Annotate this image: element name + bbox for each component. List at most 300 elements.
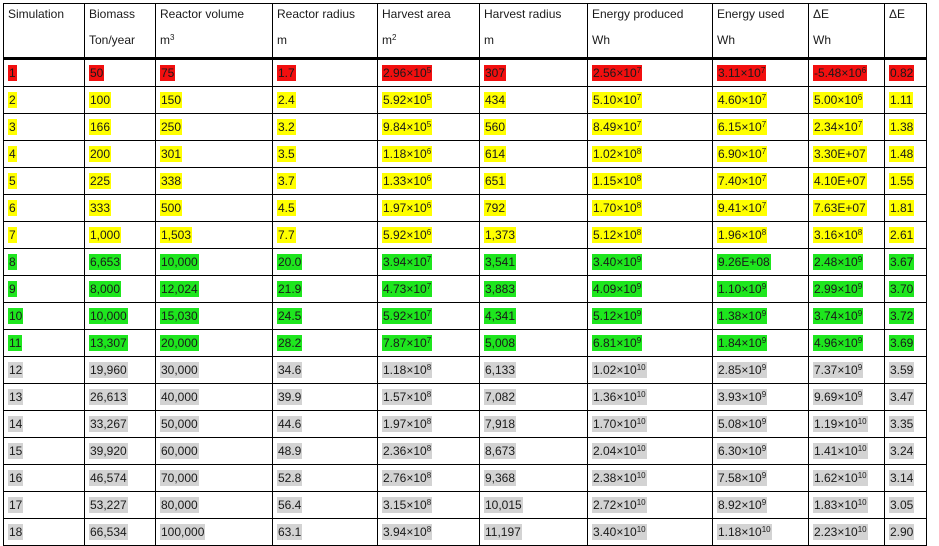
cell-harvest-area [378,411,480,438]
cell-biomass [85,141,156,168]
cell-value [160,119,182,135]
cell-reactor-radius [273,384,378,411]
cell-energy-used [713,438,809,465]
cell-value [592,335,642,351]
cell-mantissa: 40,000 [161,390,198,404]
cell-exponent: 8 [426,417,432,426]
cell-value [717,92,767,108]
unit-simulation [4,30,85,59]
cell-exponent: 8 [857,228,863,237]
cell-mantissa: 1.11 [890,93,913,107]
cell-exponent: 9 [761,282,767,291]
cell-mantissa: 4.96×10 [814,336,858,350]
table-row [4,195,927,222]
cell-reactor-radius [273,465,378,492]
cell-mantissa: 4.5 [278,201,295,215]
cell-delta-e-wh [809,330,885,357]
cell-reactor-volume [156,330,273,357]
cell-value [889,281,914,297]
cell-mantissa: 6,133 [485,363,516,377]
cell-value [592,254,642,270]
cell-value [277,146,296,162]
cell-exponent: 9 [636,336,642,345]
cell-mantissa: 1.10×10 [718,282,762,296]
cell-value [160,65,175,81]
cell-value [8,254,17,270]
cell-value [277,362,302,378]
cell-value [89,416,128,432]
cell-mantissa: 5,008 [485,336,516,350]
cell-value [484,281,516,297]
cell-value [89,308,128,324]
cell-energy-produced [588,87,713,114]
cell-mantissa: 1.55 [890,174,914,188]
cell-mantissa: 6.15×10 [718,120,762,134]
cell-value [592,146,642,162]
cell-mantissa: 0.82 [890,66,914,80]
cell-biomass [85,357,156,384]
cell-energy-used [713,411,809,438]
cell-mantissa: 9 [9,282,16,296]
cell-reactor-radius [273,411,378,438]
unit-delta-e-wh [809,30,885,59]
cell-mantissa: 1.18×10 [383,363,427,377]
cell-delta-e-wh [809,357,885,384]
cell-energy-produced [588,519,713,546]
cell-harvest-area [378,276,480,303]
cell-biomass [85,114,156,141]
cell-value [717,443,767,459]
cell-mantissa: 2.36×10 [383,444,427,458]
cell-harvest-area [378,384,480,411]
cell-value [8,443,23,459]
table-row [4,384,927,411]
cell-mantissa: 614 [485,147,506,161]
cell-biomass [85,87,156,114]
cell-value [89,470,128,486]
cell-harvest-radius [480,357,588,384]
cell-mantissa: -5.48×10 [814,66,862,80]
cell-simulation [4,195,85,222]
cell-delta-e-ratio [885,384,927,411]
cell-mantissa: 3,883 [485,282,516,296]
cell-value [382,308,432,324]
cell-simulation [4,438,85,465]
cell-value [889,470,914,486]
cell-value [89,389,128,405]
cell-exponent: 7 [761,93,767,102]
cell-exponent: 7 [761,147,767,156]
cell-reactor-radius [273,114,378,141]
cell-value [717,281,767,297]
cell-delta-e-ratio [885,465,927,492]
table-row [4,59,927,87]
cell-mantissa: 2.56×10 [593,66,637,80]
cell-mantissa: 1.70×10 [593,201,637,215]
cell-delta-e-ratio [885,222,927,249]
cell-mantissa: 8,673 [485,444,516,458]
cell-exponent: 10 [636,525,646,534]
cell-exponent: 9 [857,255,863,264]
cell-mantissa: 1 [9,66,16,80]
cell-harvest-radius [480,411,588,438]
cell-value [89,227,121,243]
cell-value [277,119,296,135]
cell-exponent: 9 [857,309,863,318]
cell-value [160,173,182,189]
cell-harvest-radius [480,195,588,222]
cell-mantissa: 1,503 [161,228,192,242]
cell-value [592,119,642,135]
cell-harvest-area [378,195,480,222]
cell-mantissa: 56.4 [278,498,302,512]
cell-mantissa: 2.23×10 [814,525,858,539]
cell-mantissa: 7.37×10 [814,363,858,377]
cell-energy-used [713,384,809,411]
cell-reactor-volume [156,519,273,546]
cell-mantissa: 8 [9,255,16,269]
cell-mantissa: 11,197 [485,525,521,539]
cell-exponent: 7 [857,120,863,129]
cell-mantissa: 307 [485,66,506,80]
cell-simulation [4,330,85,357]
cell-exponent: 9 [636,255,642,264]
cell-value [8,308,23,324]
cell-delta-e-ratio [885,330,927,357]
cell-mantissa: 28.2 [278,336,302,350]
cell-exponent: 10 [636,390,646,399]
unit-text: Wh [592,33,610,47]
cell-mantissa: 3.11×10 [718,66,761,80]
cell-exponent: 7 [426,282,432,291]
table-row [4,141,927,168]
cell-value [813,227,863,243]
cell-value [382,173,432,189]
cell-reactor-volume [156,222,273,249]
cell-biomass [85,411,156,438]
cell-mantissa: 20.0 [278,255,302,269]
cell-value [160,470,199,486]
cell-value [8,200,17,216]
unit-reactor-radius [273,30,378,59]
cell-value [8,524,23,540]
cell-exponent: 6 [426,147,432,156]
cell-mantissa: 1.97×10 [383,201,427,215]
cell-value [277,443,302,459]
cell-value [89,254,121,270]
cell-mantissa: 5.12×10 [593,309,637,323]
cell-value [277,416,302,432]
cell-mantissa: 12 [9,363,23,377]
cell-reactor-radius [273,168,378,195]
cell-value [89,281,121,297]
header-energy-produced: Energy produced [588,4,713,31]
cell-mantissa: 8,000 [90,282,121,296]
cell-exponent: 8 [636,228,642,237]
cell-mantissa: 4 [9,147,16,161]
header-delta-e-ratio: ΔE [885,4,927,31]
cell-mantissa: 5.92×10 [383,309,427,323]
cell-mantissa: 3 [9,120,16,134]
cell-energy-produced [588,141,713,168]
cell-delta-e-wh [809,195,885,222]
header-row-labels [4,4,927,31]
cell-mantissa: 1.33×10 [383,174,427,188]
cell-value [382,470,432,486]
cell-mantissa: 3.35 [890,417,914,431]
cell-reactor-volume [156,87,273,114]
unit-exponent: 2 [392,33,397,42]
header-biomass: Biomass [85,4,156,31]
cell-delta-e-ratio [885,411,927,438]
cell-value [277,254,302,270]
cell-energy-produced [588,411,713,438]
cell-mantissa: 16 [9,471,23,485]
cell-delta-e-ratio [885,357,927,384]
cell-biomass [85,195,156,222]
cell-energy-used [713,357,809,384]
cell-delta-e-wh [809,276,885,303]
cell-value [813,443,868,459]
cell-mantissa: 560 [485,120,506,134]
cell-value [813,524,868,540]
cell-mantissa: 6.30×10 [718,444,762,458]
cell-value [8,146,17,162]
cell-delta-e-ratio [885,168,927,195]
cell-value [592,443,647,459]
cell-value [277,389,302,405]
cell-value [382,443,432,459]
cell-delta-e-wh [809,384,885,411]
table-row [4,330,927,357]
cell-mantissa: 30,000 [161,363,198,377]
cell-value [889,200,914,216]
cell-harvest-radius [480,87,588,114]
cell-value [382,389,432,405]
cell-harvest-radius [480,330,588,357]
cell-value [277,308,302,324]
cell-reactor-volume [156,465,273,492]
cell-reactor-radius [273,357,378,384]
cell-value [277,524,302,540]
cell-mantissa: 21.9 [278,282,302,296]
cell-mantissa: 24.5 [278,309,302,323]
cell-mantissa: 12,024 [161,282,198,296]
cell-value [592,497,647,513]
cell-mantissa: 4.73×10 [383,282,427,296]
cell-value [160,92,182,108]
cell-mantissa: 1.96×10 [718,228,762,242]
cell-reactor-volume [156,438,273,465]
cell-delta-e-wh [809,411,885,438]
cell-mantissa: 9.84×10 [383,120,427,134]
cell-value [89,119,111,135]
cell-reactor-radius [273,222,378,249]
cell-value [813,119,863,135]
cell-mantissa: 15,030 [161,309,198,323]
cell-exponent: 7 [636,93,642,102]
cell-energy-used [713,141,809,168]
cell-mantissa: 3.47 [890,390,914,404]
cell-mantissa: 1.18×10 [383,147,427,161]
cell-harvest-radius [480,465,588,492]
table-row [4,222,927,249]
cell-value [8,92,17,108]
cell-reactor-volume [156,141,273,168]
cell-mantissa: 250 [161,120,182,134]
cell-mantissa: 34.6 [278,363,302,377]
cell-mantissa: 434 [485,93,506,107]
cell-delta-e-wh [809,303,885,330]
cell-simulation [4,276,85,303]
cell-mantissa: 1.02×10 [593,363,637,377]
cell-value [592,65,642,81]
cell-energy-produced [588,384,713,411]
cell-mantissa: 2.61 [890,228,914,242]
cell-delta-e-wh [809,222,885,249]
cell-delta-e-ratio [885,276,927,303]
cell-exponent: 6 [426,228,432,237]
cell-mantissa: 2 [9,93,16,107]
cell-mantissa: 17 [9,498,23,512]
cell-value [8,173,17,189]
cell-mantissa: 18 [9,525,23,539]
cell-energy-used [713,168,809,195]
cell-simulation [4,492,85,519]
cell-exponent: 7 [636,66,642,75]
cell-value [813,146,867,162]
cell-value [813,308,863,324]
cell-value [813,254,863,270]
cell-biomass [85,59,156,87]
cell-mantissa: 5.92×10 [383,93,427,107]
cell-exponent: 8 [426,525,432,534]
cell-mantissa: 651 [485,174,506,188]
unit-reactor-volume [156,30,273,59]
cell-value [277,173,296,189]
cell-value [8,470,23,486]
cell-simulation [4,114,85,141]
cell-value [484,362,516,378]
cell-value [889,92,913,108]
table-row [4,303,927,330]
cell-exponent: 9 [761,336,767,345]
cell-harvest-radius [480,384,588,411]
cell-mantissa: 2.34×10 [814,120,858,134]
cell-delta-e-wh [809,519,885,546]
cell-mantissa: 1.41×10 [814,444,858,458]
unit-biomass [85,30,156,59]
cell-value [160,389,199,405]
cell-value [484,254,516,270]
cell-mantissa: 3.74×10 [814,309,858,323]
cell-harvest-area [378,492,480,519]
cell-mantissa: 1.38×10 [718,309,762,323]
cell-mantissa: 2.48×10 [814,255,858,269]
cell-value [484,65,506,81]
unit-text: Wh [717,33,735,47]
cell-mantissa: 5 [9,174,16,188]
cell-harvest-radius [480,141,588,168]
cell-exponent: 7 [761,174,767,183]
cell-exponent: 8 [426,390,432,399]
cell-energy-produced [588,195,713,222]
cell-mantissa: 150 [161,93,182,107]
unit-energy-used [713,30,809,59]
cell-value [889,254,914,270]
cell-exponent: 9 [857,336,863,345]
cell-mantissa: 7 [9,228,16,242]
cell-simulation [4,357,85,384]
cell-mantissa: 6 [9,201,16,215]
cell-mantissa: 1.18×10 [718,525,762,539]
cell-harvest-area [378,87,480,114]
cell-value [8,65,17,81]
cell-value [382,497,432,513]
cell-exponent: 8 [636,147,642,156]
cell-value [592,92,642,108]
cell-exponent: 10 [857,417,867,426]
cell-value [592,308,642,324]
cell-delta-e-ratio [885,141,927,168]
cell-mantissa: 2.72×10 [593,498,637,512]
cell-simulation [4,141,85,168]
cell-exponent: 5 [426,120,432,129]
cell-mantissa: 7.87×10 [383,336,427,350]
cell-exponent: 6 [426,174,432,183]
cell-value [89,362,128,378]
header-reactor-volume: Reactor volume [156,4,273,31]
cell-mantissa: 20,000 [161,336,198,350]
cell-mantissa: 3.69 [890,336,914,350]
cell-value [160,524,205,540]
unit-text: Wh [813,33,831,47]
cell-reactor-volume [156,249,273,276]
cell-mantissa: 3.15×10 [383,498,427,512]
cell-value [160,362,199,378]
cell-value [8,227,17,243]
cell-biomass [85,492,156,519]
cell-value [813,335,863,351]
cell-value [89,146,111,162]
cell-simulation [4,249,85,276]
cell-value [717,308,767,324]
cell-value [277,65,296,81]
cell-harvest-radius [480,303,588,330]
cell-mantissa: 52.8 [278,471,302,485]
cell-value [813,92,863,108]
cell-value [889,443,914,459]
unit-harvest-area [378,30,480,59]
cell-mantissa: 2.04×10 [593,444,637,458]
cell-delta-e-wh [809,438,885,465]
cell-reactor-volume [156,114,273,141]
cell-mantissa: 333 [90,201,111,215]
cell-biomass [85,330,156,357]
simulation-table-container [3,3,927,546]
header-reactor-radius: Reactor radius [273,4,378,31]
cell-value [160,308,199,324]
cell-mantissa: 6.81×10 [593,336,637,350]
cell-reactor-volume [156,357,273,384]
cell-energy-produced [588,303,713,330]
unit-text: m [484,33,494,47]
cell-energy-used [713,492,809,519]
cell-mantissa: 9.26E+08 [718,255,770,269]
table-row [4,519,927,546]
unit-text: Ton/year [89,33,136,47]
cell-value [889,362,914,378]
